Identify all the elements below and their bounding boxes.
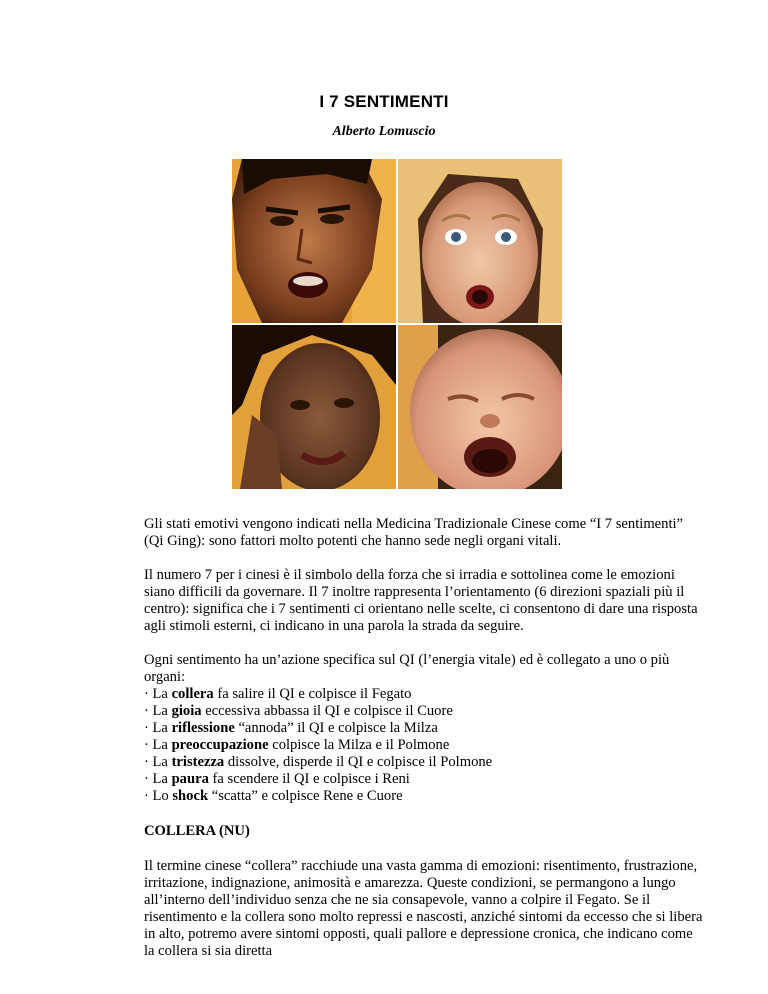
smiling-woman-face-photo bbox=[232, 325, 396, 489]
section-heading: COLLERA (NU) bbox=[144, 823, 250, 839]
document-title: I 7 SENTIMENTI bbox=[319, 92, 449, 111]
number-seven-paragraph: Il numero 7 per i cinesi è il simbolo della forza che si irradia e sottolinea come le emozioni siano difficili da governare. Il 7 inoltre rappresenta l’orientamento (6 direzioni spaziali più il centro): significa che i 7 sentimenti ci orientano nelle scelte, ci consentono di dare una risposta agli stimoli esterni, ci indicano in una parola la strada da seguire. bbox=[144, 567, 698, 634]
intro-paragraph: Gli stati emotivi vengono indicati nella Medicina Tradizionale Cinese come “I 7 sentimenti” (Qi Ging): sono fattori molto potenti che hanno sede negli organi vitali. bbox=[144, 516, 684, 549]
emotion-list bbox=[144, 686, 704, 805]
list-item: · La riflessione “annoda” il QI e colpisce la Milza bbox=[144, 720, 438, 736]
action-paragraph: Ogni sentimento ha un’azione specifica sul QI (l’energia vitale) ed è collegato a uno o più organi: bbox=[144, 652, 670, 685]
document-author: Alberto Lomuscio bbox=[332, 124, 436, 139]
list-item: · Lo shock “scatta” e colpisce Rene e Cuore bbox=[144, 788, 403, 804]
emotion-photo-grid bbox=[232, 159, 562, 491]
list-item: · La collera fa salire il QI e colpisce il Fegato bbox=[144, 686, 412, 702]
list-item: · La preoccupazione colpisce la Milza e il Polmone bbox=[144, 737, 450, 753]
crying-baby-face-photo bbox=[398, 325, 562, 489]
list-item: · La tristezza dissolve, disperde il QI e colpisce il Polmone bbox=[144, 754, 493, 770]
list-item: · La gioia eccessiva abbassa il QI e colpisce il Cuore bbox=[144, 703, 453, 719]
list-item: · La paura fa scendere il QI e colpisce i Reni bbox=[144, 771, 410, 787]
angry-man-face-photo bbox=[232, 159, 396, 323]
surprised-woman-face-photo bbox=[398, 159, 562, 323]
section-body: Il termine cinese “collera” racchiude una vasta gamma di emozioni: risentimento, frustrazione, irritazione, indignazione, animosità e amarezza. Queste condizioni, se permangono a lungo all’interno dell’individuo senza che ne sia consapevole, vanno a colpire il Fegato. Se il risentimento e la collera sono molto repressi e nascosti, anziché sintomi da eccesso che si libera in alto, potremo avere sintomi opposti, quali pallore e depressione cronica, che indicano come la collera si sia diretta bbox=[144, 858, 703, 959]
